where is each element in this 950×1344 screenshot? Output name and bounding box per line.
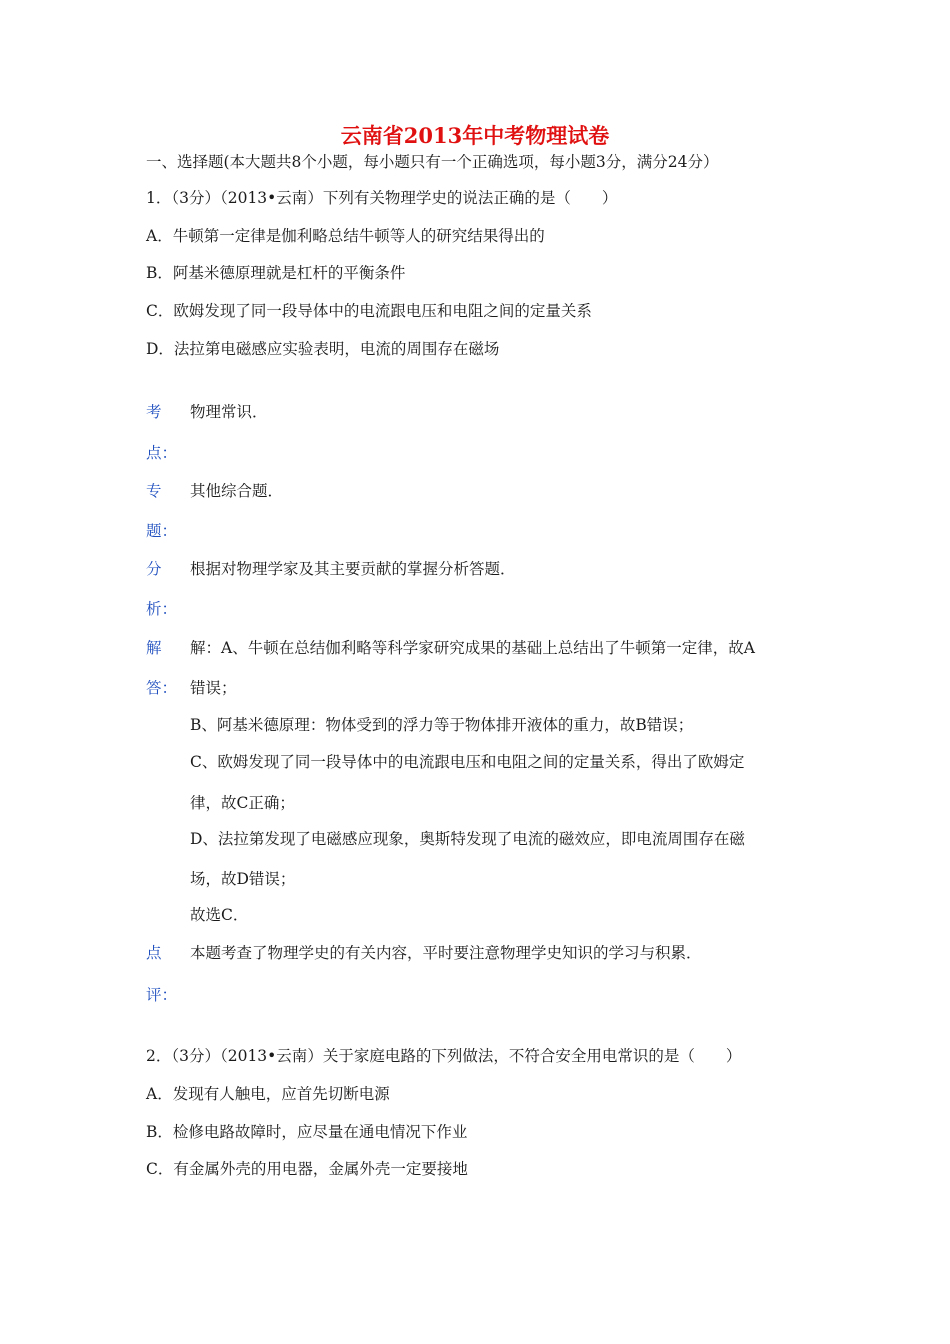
dianping-text: 本题考查了物理学史的有关内容，平时要注意物理学史知识的学习与积累．: [190, 944, 702, 962]
jieda-line-7: 场，故D错误；: [190, 870, 296, 888]
question-1-option-d: D．法拉第电磁感应实验表明，电流的周围存在磁场: [146, 340, 500, 358]
page-title: 云南省2013年中考物理试卷: [340, 123, 610, 148]
kaodian-label-1: 考: [146, 403, 162, 421]
dianping-label-2: 评：: [146, 986, 178, 1004]
question-1-option-c: C．欧姆发现了同一段导体中的电流跟电压和电阻之间的定量关系: [146, 302, 592, 320]
fenxi-label-1: 分: [146, 560, 162, 578]
jieda-label-2: 答：: [146, 679, 178, 697]
kaodian-label-2: 点：: [146, 444, 178, 462]
zhuanti-label-1: 专: [146, 482, 162, 500]
question-2-stem: 2．（3分）（2013•云南）关于家庭电路的下列做法，不符合安全用电常识的是（ ）: [146, 1047, 742, 1065]
jieda-line-8: 故选C．: [190, 906, 249, 924]
fenxi-label-2: 析：: [146, 600, 178, 618]
jieda-line-6: D、法拉第发现了电磁感应现象，奥斯特发现了电流的磁效应，即电流周围存在磁: [190, 830, 745, 848]
jieda-line-1: 解：A、牛顿在总结伽利略等科学家研究成果的基础上总结出了牛顿第一定律，故A: [190, 639, 755, 657]
jieda-line-2: 错误；: [190, 679, 237, 697]
question-2-option-c: C．有金属外壳的用电器，金属外壳一定要接地: [146, 1160, 468, 1178]
question-1-stem: 1．（3分）（2013•云南）下列有关物理学史的说法正确的是（ ）: [146, 189, 618, 207]
question-1-option-b: B．阿基米德原理就是杠杆的平衡条件: [146, 264, 406, 282]
jieda-line-3: B、阿基米德原理：物体受到的浮力等于物体排开液体的重力，故B错误；: [190, 716, 694, 734]
fenxi-text: 根据对物理学家及其主要贡献的掌握分析答题．: [190, 560, 516, 578]
zhuanti-text: 其他综合题．: [190, 482, 284, 500]
zhuanti-label-2: 题：: [146, 522, 178, 540]
jieda-line-4: C、欧姆发现了同一段导体中的电流跟电压和电阻之间的定量关系，得出了欧姆定: [190, 753, 745, 771]
section-heading: 一、选择题(本大题共8个小题，每小题只有一个正确选项，每小题3分，满分24分）: [146, 153, 719, 171]
question-1-option-a: A．牛顿第一定律是伽利略总结牛顿等人的研究结果得出的: [146, 227, 545, 245]
jieda-label-1: 解: [146, 639, 162, 657]
kaodian-text: 物理常识．: [190, 403, 268, 421]
question-2-option-b: B．检修电路故障时，应尽量在通电情况下作业: [146, 1123, 468, 1141]
dianping-label-1: 点: [146, 944, 162, 962]
question-2-option-a: A．发现有人触电，应首先切断电源: [146, 1085, 390, 1103]
jieda-line-5: 律，故C正确；: [190, 794, 295, 812]
